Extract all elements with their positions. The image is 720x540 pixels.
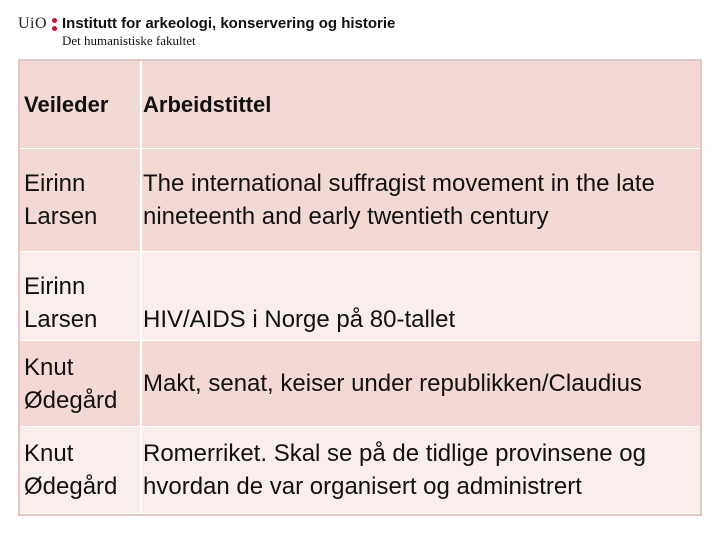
title-cell: Makt, senat, keiser under republikken/Claudius (143, 370, 642, 397)
institute-name: Institutt for arkeologi, konservering og historie (62, 15, 396, 32)
supervisor-cell: Eirinn Larsen (24, 273, 98, 333)
table-row (20, 149, 700, 252)
supervisor-cell: Eirinn Larsen (24, 170, 98, 230)
supervisor-cell: Knut Ødegård (24, 353, 118, 414)
uio-logo: UiO (18, 15, 48, 32)
column-header-supervisor: Veileder (24, 91, 109, 117)
table-header-row (20, 61, 700, 149)
supervisor-cell: Knut Ødegård (24, 440, 118, 500)
title-cell: HIV/AIDS i Norge på 80-tallet (143, 306, 456, 333)
thesis-table (18, 59, 702, 516)
table-row (20, 252, 700, 341)
table-row (20, 341, 700, 427)
title-cell: The international suffragist movement in the late nineteenth and early twentieth century (143, 170, 655, 230)
faculty-name: Det humanistiske fakultet (62, 33, 196, 48)
table-row (20, 427, 700, 514)
title-cell: Romerriket. Skal se på de tidlige provinsene og hvordan de var organisert og administrert (143, 440, 646, 500)
column-header-title: Arbeidstittel (143, 91, 272, 117)
logo-colon-icon (52, 18, 58, 32)
